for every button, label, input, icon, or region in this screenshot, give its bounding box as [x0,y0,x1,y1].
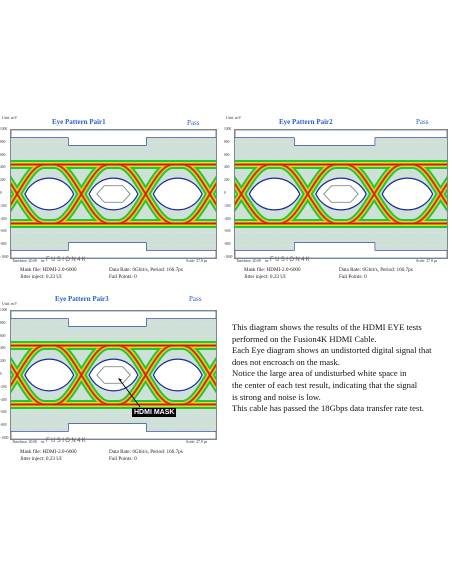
y-tick-label: 600 [0,152,6,157]
mask-file: Mask file: HDMI-2.0-6000 [20,449,77,455]
y-tick-label: -400 [0,397,7,402]
y-tick-label: 600 [0,333,6,338]
data-rate: Data Rate: 6Gbit/s, Period: 166.7ps [109,449,183,455]
description-line: This diagram shows the results of the HDMI EYE tests [232,322,422,332]
mask-bottom-region [11,424,216,439]
y-tick-label: -400 [224,216,231,221]
y-tick-label: 1000 [224,127,232,131]
y-tick-label: 200 [0,178,6,183]
y-tick-label: 0 [0,191,2,195]
y-tick-label: 800 [0,139,6,144]
eye-diagram-svg [11,130,216,258]
y-tick-label: -200 [224,203,231,208]
description-line: the center of each test result, indicating that the signal [232,379,418,390]
data-rate: Data Rate: 6Gbit/s, Period: 166.7ps [109,267,183,273]
y-tick-label: 1000 [0,308,8,312]
panel-title: Eye Pattern Pair2 [279,118,333,126]
mask-top-region [11,130,216,145]
y-tick-label: 0 [224,191,226,195]
y-tick-label: 800 [224,139,230,144]
pass-status: Pass [189,295,202,303]
y-tick-label: -200 [0,384,7,389]
eye-opening [25,178,74,210]
eye-plot [10,129,217,259]
description-line: is strong and noise is low. [232,391,321,402]
description-line: Notice the large area of undisturbed white space in [232,368,407,379]
pass-status: Pass [187,119,200,127]
y-tick-label: -1000 [0,436,9,440]
description-line: performed on the Fusion4K HDMI Cable. [232,333,377,344]
unit-label: Unit: mV [2,115,18,120]
y-tick-label: 200 [0,359,6,364]
y-tick-label: -800 [224,242,231,247]
y-tick-label: -600 [224,229,231,234]
description-line: does not encroach on the mask. [232,356,340,367]
panel-title: Eye Pattern Pair3 [55,295,109,303]
timebase-label: Timebase: 20.00 [236,259,262,263]
unit-label: Unit: mV [2,301,18,306]
description-line: Each Eye diagram shows an undistorted digital signal that [232,345,432,356]
timebase-label: Timebase: 20.00 [12,440,38,444]
description-text [232,322,452,415]
fail-points: Fail Points: 0 [339,274,367,280]
eye-panel-2 [224,115,449,285]
mask-file: Mask file: HDMI-2.0-6000 [20,267,77,273]
y-tick-label: -600 [0,410,7,415]
mask-bottom-region [11,243,216,258]
jitter-inject: Jitter inject: 0.23 UI [244,274,286,280]
pass-status: Pass [416,118,429,126]
unit-label: Unit: mV [226,115,242,120]
brand-watermark: FUSION4K [46,257,88,263]
y-axis [224,129,234,257]
timebase-unit: ns [265,259,269,263]
eye-diagram-svg [235,130,447,258]
panel-title: Eye Pattern Pair1 [52,118,106,126]
y-tick-label: 200 [224,178,230,183]
y-tick-label: 1000 [0,127,8,131]
timebase-unit: ns [41,440,45,444]
y-tick-label: -1000 [0,255,9,259]
timebase-label: Timebase: 20.00 [12,259,38,263]
eye-panel-1 [0,115,218,285]
y-axis [0,310,10,438]
y-tick-label: -400 [0,216,7,221]
y-tick-label: -800 [0,423,7,428]
fail-points: Fail Points: 0 [109,274,137,280]
scale-label: Scale: 27.8 ps [186,440,208,444]
y-tick-label: 0 [0,372,2,376]
eye-opening [249,178,299,210]
eye-diagram-svg [11,311,216,439]
jitter-inject: Jitter inject: 0.23 UI [20,456,62,462]
mask-bottom-region [235,243,447,258]
scale-label: Scale: 27.8 ps [416,259,438,263]
y-axis [0,129,10,257]
y-tick-label: 400 [0,165,6,170]
y-tick-label: 600 [224,152,230,157]
fail-points: Fail Points: 0 [109,456,137,462]
y-tick-label: -800 [0,242,7,247]
jitter-inject: Jitter inject: 0.23 UI [20,274,62,280]
eye-opening [153,178,202,210]
y-tick-label: 800 [0,320,6,325]
y-tick-label: -600 [0,229,7,234]
y-tick-label: -1000 [224,255,233,259]
hdmi-mask-annotation: HDMI MASK [134,409,175,416]
eye-opening [153,359,202,391]
eye-panel-3 [0,292,218,467]
y-tick-label: 400 [0,346,6,351]
brand-watermark: FUSION4K [270,257,312,263]
eye-opening [25,359,74,391]
y-tick-label: 400 [224,165,230,170]
brand-watermark: FUSION4K [46,438,88,444]
data-rate: Data Rate: 6Gbit/s, Period: 166.7ps [339,267,413,273]
eye-plot [10,310,217,440]
y-tick-label: -200 [0,203,7,208]
mask-top-region [11,311,216,326]
timebase-unit: ns [41,259,45,263]
scale-label: Scale: 27.8 ps [186,259,208,263]
eye-plot [234,129,448,259]
description-line: This cable has passed the 18Gbps data transfer rate test. [232,403,424,414]
mask-top-region [235,130,447,145]
mask-file: Mask file: HDMI-2.0-6000 [244,267,301,273]
eye-opening [382,178,432,210]
